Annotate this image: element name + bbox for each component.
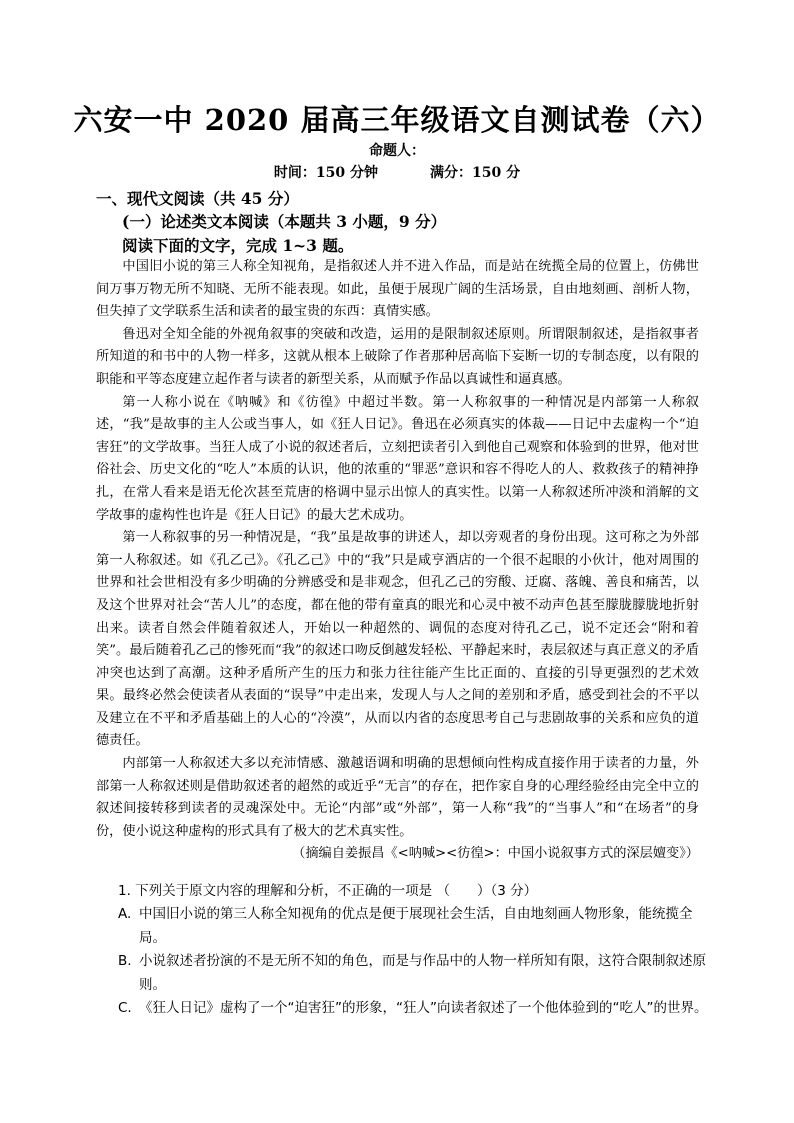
reading-instruction: 阅读下面的文字，完成 1~3 题。 [122,236,354,255]
option-label: C. [118,1000,132,1017]
option-text: 《狂人日记》虚构了一个“迫害狂”的形象，“狂人”向读者叙述了一个他体验到的“吃人”的世界。 [139,1000,708,1017]
passage-source: （摘编自姜振昌《<呐喊><彷徨>：中国小说叙事方式的深层嬗变》） [292,846,699,862]
exam-time: 时间：150 分钟 [273,165,378,181]
section-heading: 一、现代文阅读（共 45 分） [96,189,299,208]
exam-meta [0,162,794,182]
reading-passage [96,256,699,866]
passage-paragraph: 第一人称叙事的另一种情况是，“我”虽是故事的讲述人，却以旁观者的身份出现。这可称之为外部第一人称叙述。如《孔乙己》。《孔乙己》中的“我”只是咸亨酒店的一个很不起眼的小伙计，他对周围的世界和社会世相没有多少明确的分辨感受和是非观念，但孔乙己的穷酸、迂腐、落魄、善良和痛苦，以及这个世界对社会“苦人儿”的态度，都在他的带有童真的眼光和心灵中被不动声色甚至朦胧朦胧地折射出来。读者自然会伴随着叙述人，开始以一种超然的、调侃的态度对待孔乙己，说不定还会“附和着笑”。最后随着孔乙己的惨死而“我”的叙述口吻反倒越发轻松、平静起来时，表层叙述与真正意义的矛盾冲突也达到了高潮。这种矛盾所产生的压力和张力往往能产生比正面的、直接的引导更强烈的艺术效果。最终必然会使读者从表面的“误导”中走出来，发现人与人之间的差别和矛盾，感受到社会的不平以及建立在不平和矛盾基础上的人心的“冷漠”，从而以内省的态度思考自己与悲剧故事的关系和应负的道德责任。 [96,530,699,749]
question-stem: 1. 下列关于原文内容的理解和分析，不正确的一项是 （ ）（3 分） [118,883,538,899]
passage-paragraph: 鲁迅对全知全能的外视角叙事的突破和改造，运用的是限制叙述原则。所谓限制叙述，是指叙事者所知道的和书中的人物一样多，这就从根本上破除了作者那种居高临下妄断一切的专制态度，以有限的职能和平等态度建立起作者与读者的新型关系，从而赋予作品以真诚性和逼真感。 [96,326,699,387]
question-1 [118,880,718,1020]
page-title: 六安一中 2020 届高三年级语文自测试卷（六） [73,103,721,137]
option-text: 中国旧小说的第三人称全知视角的优点是便于展现社会生活，自由地刻画人物形象，能统揽全局。 [139,906,693,946]
question-setter: 命题人： [369,143,425,159]
option-b [118,950,718,997]
subsection-heading: (一）论述类文本阅读（本题共 3 小题，9 分） [122,212,447,231]
passage-paragraph: 第一人称小说在《呐喊》和《彷徨》中超过半数。第一人称叙事的一种情况是内部第一人称叙述，“我”是故事的主人公或当事人，如《狂人日记》。鲁迅在必须真实的体裁——日记中去虚构一个“迫害狂”的文学故事。当狂人成了小说的叙述者后，立刻把读者引入到他自己观察和体验到的世界，他对世俗社会、历史文化的“吃人”本质的认识，他的浓重的“罪恶”意识和容不得吃人的人、救救孩子的精神挣扎，在常人看来是语无伦次甚至荒唐的格调中显示出惊人的真实性。以第一人称叙述所冲淡和消解的文学故事的虚构性也许是《狂人日记》的最大艺术成功。 [96,394,699,523]
exam-score: 满分：150 分 [430,165,521,181]
option-text: 小说叙述者扮演的不是无所不知的角色，而是与作品中的人物一样所知有限，这符合限制叙述原则。 [139,953,706,993]
option-a [118,903,718,950]
passage-paragraph: 内部第一人称叙述大多以充沛情感、激越语调和明确的思想倾向性构成直接作用于读者的力量，外部第一人称叙述则是借助叙述者的超然的或近乎“无言”的存在，把作家自身的心理经验经由完全中立的叙述间接转移到读者的灵魂深处中。无论“内部”或“外部”，第一人称“我”的“当事人”和“在场者”的身份，使小说这种虚构的形式具有了极大的艺术真实性。 [96,756,699,839]
option-c [118,997,718,1020]
passage-paragraph: 中国旧小说的第三人称全知视角，是指叙述人并不进入作品，而是站在统揽全局的位置上，仿佛世间万事万物无所不知晓、无所不能表现。如此，虽便于展现广阔的生活场景，自由地刻画、剖析人物，但失掉了文学联系生活和读者的最宝贵的东西：真情实感。 [96,259,699,320]
option-label: A. [118,906,132,923]
option-label: B. [118,953,132,970]
